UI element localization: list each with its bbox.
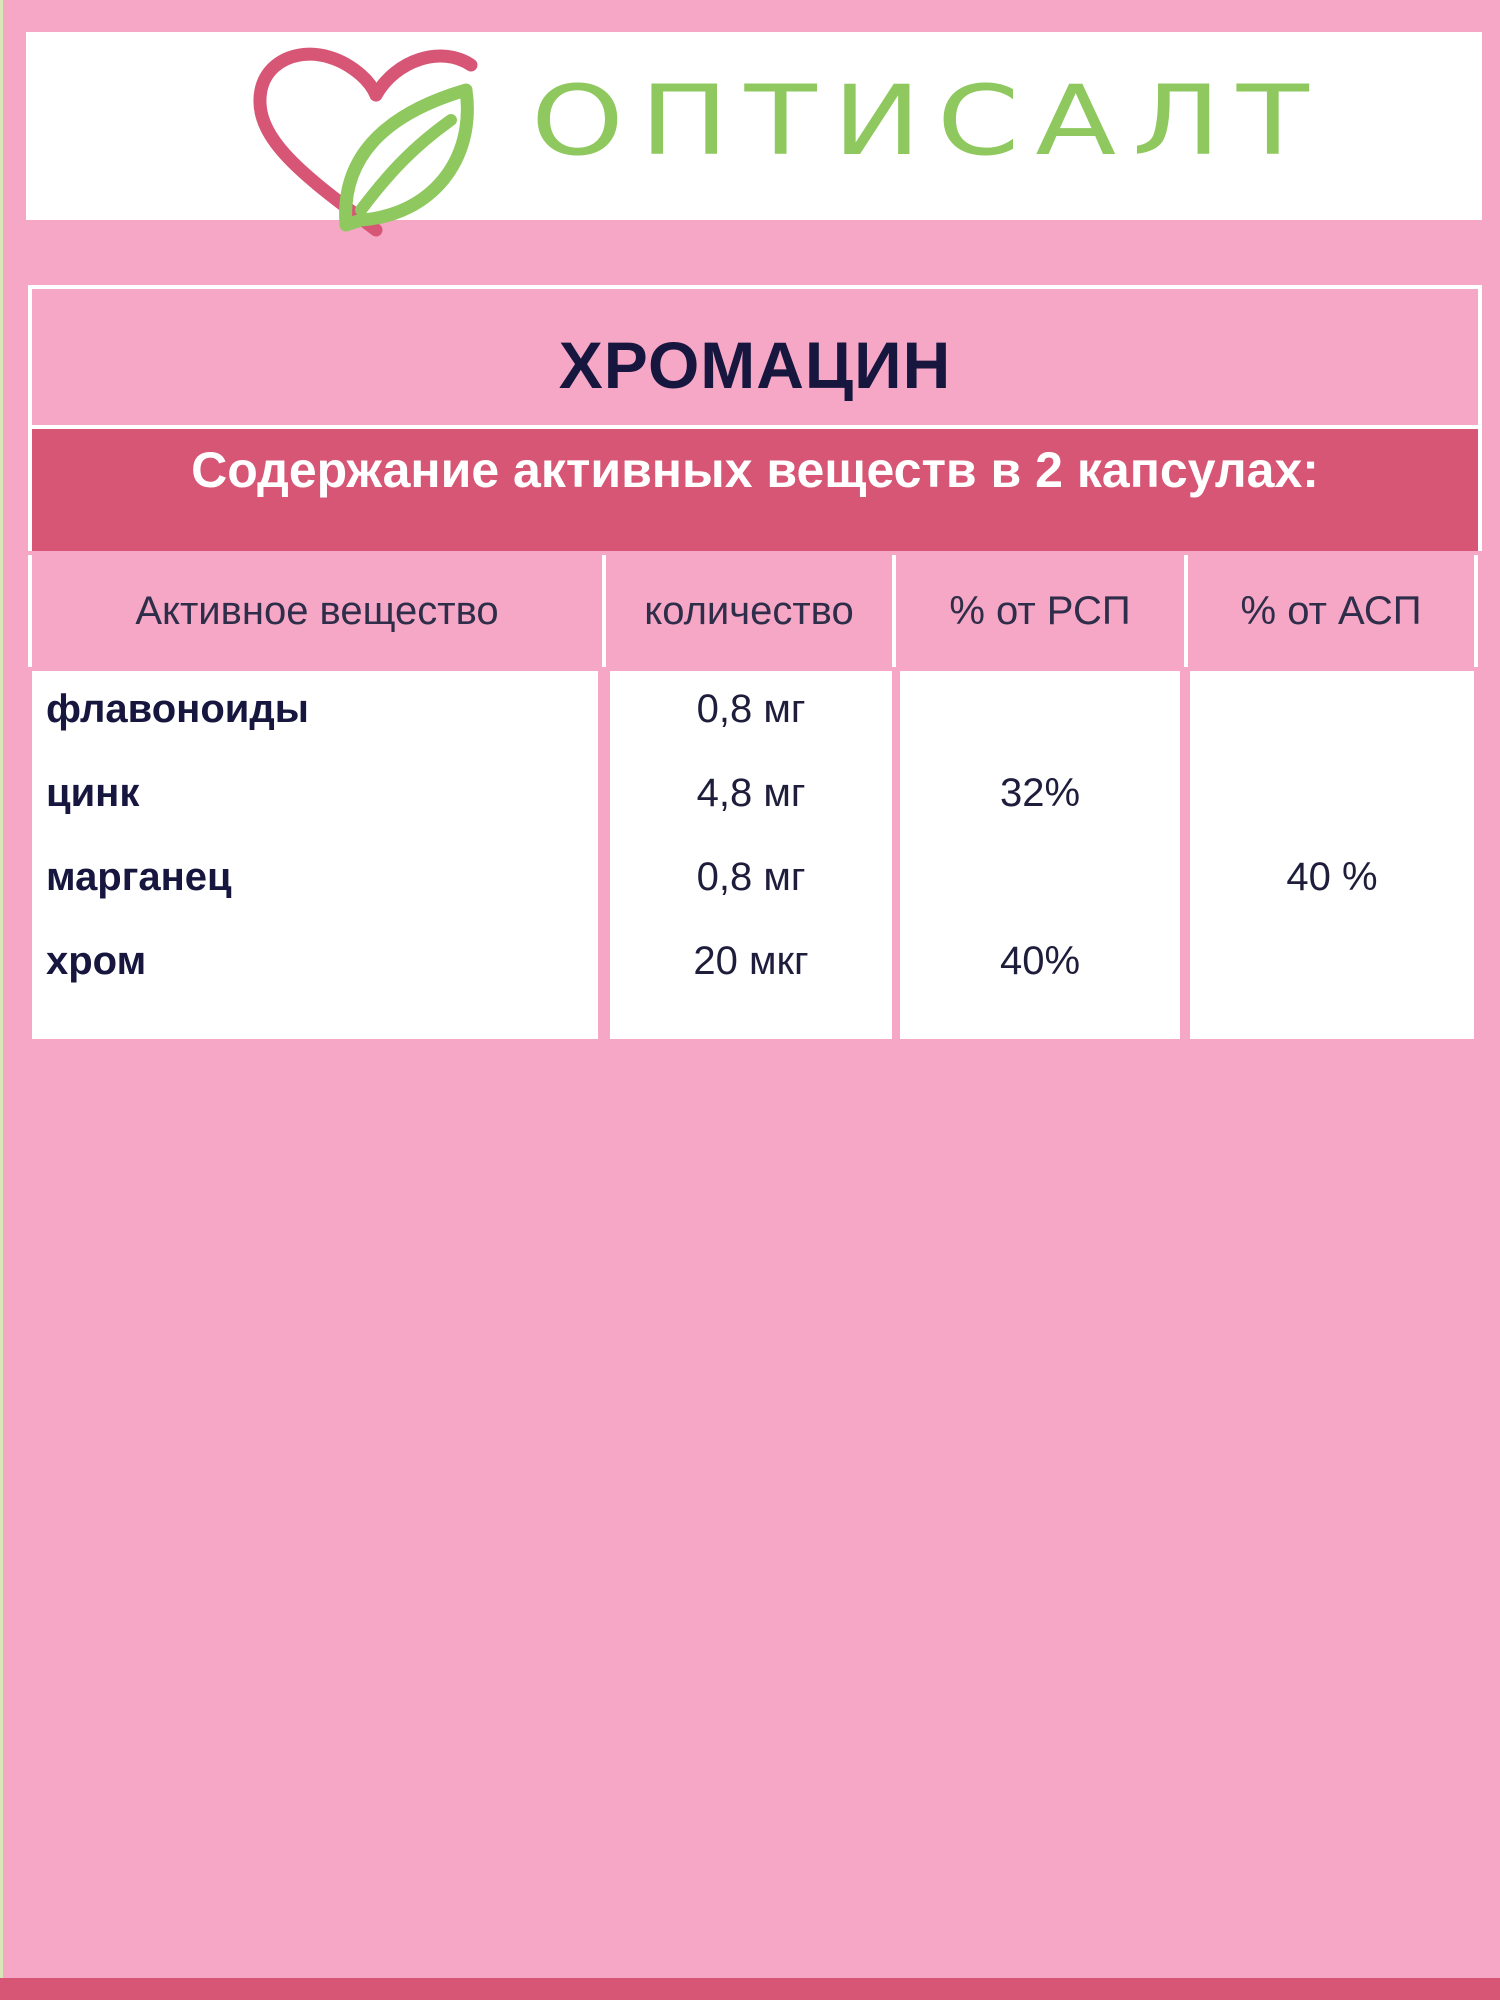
asp-value: 40 % bbox=[1286, 855, 1378, 899]
substance-column bbox=[32, 671, 598, 1039]
table-caption-cell bbox=[28, 425, 1482, 551]
header-asp: % от АСП bbox=[1184, 555, 1478, 667]
asp-column bbox=[1190, 671, 1474, 1039]
table-row-amount: 0,8 мг bbox=[696, 687, 806, 731]
table-row-amount: 4,8 мг bbox=[696, 771, 806, 815]
product-title: ХРОМАЦИН bbox=[558, 328, 952, 402]
rsp-column bbox=[900, 671, 1180, 1039]
rsp-value: 40% bbox=[999, 939, 1081, 983]
header-amount: количество bbox=[602, 555, 892, 667]
heart-leaf-icon bbox=[251, 40, 501, 240]
amount-column bbox=[610, 671, 892, 1039]
table-row-amount: 20 мкг bbox=[693, 939, 809, 983]
composition-table bbox=[28, 285, 1478, 1039]
table-row-substance: флавоноиды bbox=[46, 687, 309, 731]
brand-header bbox=[26, 32, 1482, 220]
table-row-amount: 0,8 мг bbox=[696, 855, 806, 899]
product-title-cell bbox=[28, 285, 1482, 425]
left-edge-strip bbox=[0, 0, 3, 2000]
rsp-value: 32% bbox=[999, 771, 1081, 815]
brand-name: ОПТИСАЛТ bbox=[531, 63, 1325, 177]
table-caption: Содержание активных веществ в 2 капсулах: bbox=[191, 442, 1319, 498]
table-row-substance: марганец bbox=[46, 855, 232, 899]
table-row-substance: хром bbox=[46, 939, 147, 983]
header-rsp: % от РСП bbox=[892, 555, 1184, 667]
table-row-substance: цинк bbox=[46, 771, 140, 815]
header-substance: Активное вещество bbox=[28, 555, 602, 667]
bottom-accent-bar bbox=[0, 1978, 1500, 2000]
